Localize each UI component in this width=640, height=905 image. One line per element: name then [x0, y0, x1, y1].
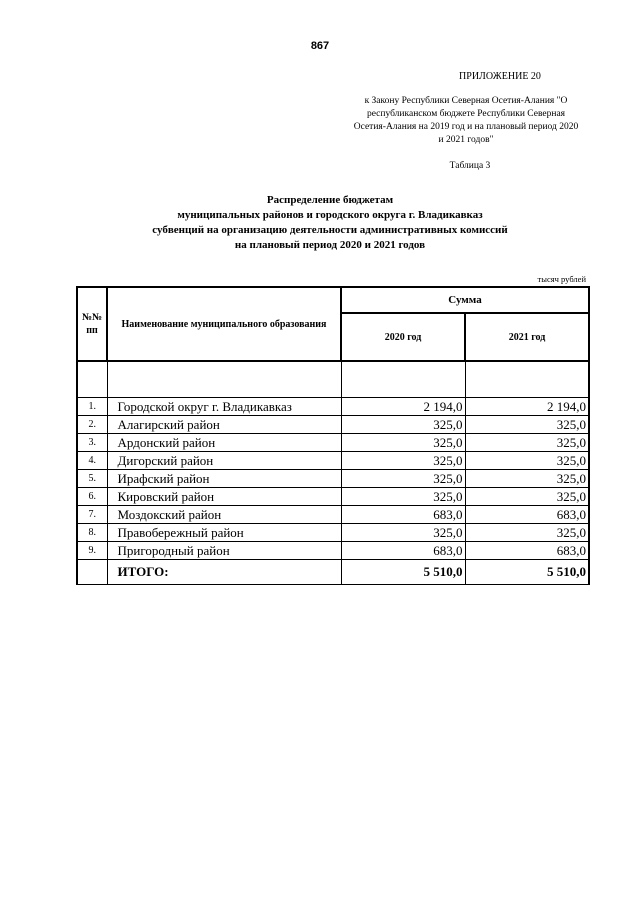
row-name: Пригородный район — [107, 542, 341, 560]
row-2021: 325,0 — [465, 470, 589, 488]
row-num: 2. — [77, 416, 107, 434]
row-num: 3. — [77, 434, 107, 452]
row-name: Кировский район — [107, 488, 341, 506]
table-row — [77, 398, 589, 416]
budget-table — [76, 286, 590, 585]
table-row — [77, 488, 589, 506]
title-line: Распределение бюджетам — [266, 194, 394, 206]
row-2021: 325,0 — [465, 434, 589, 452]
title-line: субвенций на организацию деятельности административных комиссий — [152, 224, 508, 236]
appendix-label: ПРИЛОЖЕНИЕ 20 — [459, 71, 541, 82]
row-name: Дигорский район — [107, 452, 341, 470]
row-num: 8. — [77, 524, 107, 542]
document-title — [80, 193, 580, 253]
row-2021: 325,0 — [465, 452, 589, 470]
total-2021: 5 510,0 — [465, 560, 589, 585]
table-row — [77, 470, 589, 488]
row-num: 7. — [77, 506, 107, 524]
header-2020: 2020 год — [341, 313, 465, 361]
law-reference-line: Осетия-Алания на 2019 год и на плановый период 2020 — [353, 122, 579, 132]
row-num: 4. — [77, 452, 107, 470]
table-row — [77, 434, 589, 452]
row-name: Городской округ г. Владикавказ — [107, 398, 341, 416]
total-label: ИТОГО: — [107, 560, 341, 585]
table-row — [77, 506, 589, 524]
units-label: тысяч рублей — [537, 274, 586, 284]
row-num: 6. — [77, 488, 107, 506]
law-reference-line: к Закону Республики Северная Осетия-Алания "О — [364, 96, 568, 106]
row-2020: 325,0 — [341, 488, 465, 506]
law-reference-line: и 2021 годов" — [438, 135, 494, 145]
law-reference-line: республиканском бюджете Республики Северная — [366, 109, 566, 119]
row-num: 1. — [77, 398, 107, 416]
header-2021: 2021 год — [465, 313, 589, 361]
row-2020: 325,0 — [341, 524, 465, 542]
row-2020: 683,0 — [341, 506, 465, 524]
row-name: Моздокский район — [107, 506, 341, 524]
row-name: Правобережный район — [107, 524, 341, 542]
table-label: Таблица 3 — [449, 161, 491, 171]
row-2021: 683,0 — [465, 542, 589, 560]
header-sum: Сумма — [341, 287, 589, 313]
row-name: Ирафский район — [107, 470, 341, 488]
header-name: Наименование муниципального образования — [107, 287, 341, 361]
row-2021: 325,0 — [465, 416, 589, 434]
row-num: 9. — [77, 542, 107, 560]
table-row — [77, 524, 589, 542]
row-2020: 325,0 — [341, 434, 465, 452]
table-row — [77, 452, 589, 470]
law-reference — [336, 95, 596, 147]
table-row — [77, 416, 589, 434]
header-num: №№ пп — [77, 287, 107, 361]
row-name: Алагирский район — [107, 416, 341, 434]
spacer-row — [77, 361, 589, 398]
row-2020: 325,0 — [341, 452, 465, 470]
row-2021: 325,0 — [465, 524, 589, 542]
row-2020: 325,0 — [341, 470, 465, 488]
total-2020: 5 510,0 — [341, 560, 465, 585]
row-2021: 683,0 — [465, 506, 589, 524]
row-num: 5. — [77, 470, 107, 488]
title-line: муниципальных районов и городского округа г. Владикавказ — [177, 209, 483, 221]
table-row — [77, 542, 589, 560]
row-2020: 683,0 — [341, 542, 465, 560]
row-2020: 325,0 — [341, 416, 465, 434]
row-2021: 2 194,0 — [465, 398, 589, 416]
row-2021: 325,0 — [465, 488, 589, 506]
row-name: Ардонский район — [107, 434, 341, 452]
total-row — [77, 560, 589, 585]
row-2020: 2 194,0 — [341, 398, 465, 416]
page-number: 867 — [310, 40, 330, 52]
title-line: на плановый период 2020 и 2021 годов — [234, 239, 426, 251]
